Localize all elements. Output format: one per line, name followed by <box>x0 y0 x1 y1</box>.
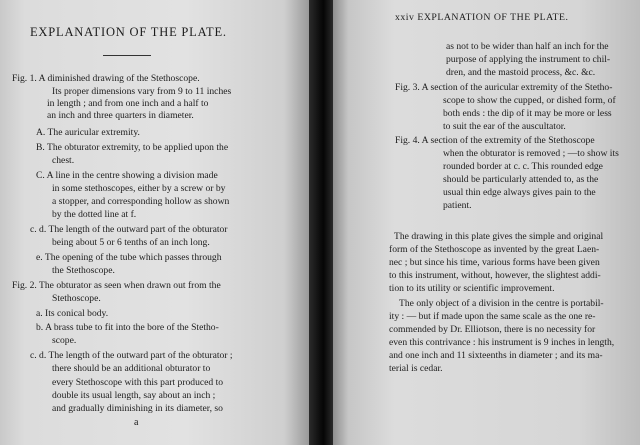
running-header: xxiv EXPLANATION OF THE PLATE. <box>395 12 569 23</box>
text-line: in length ; and from one inch and a half to <box>47 98 209 109</box>
text-line: Fig. 4. A section of the extremity of the Stethoscope <box>395 135 595 146</box>
text-line: and one inch and 11 sixteenths in diameter ; and its ma- <box>389 350 603 361</box>
text-line: The only object of a division in the centre is portabil- <box>399 298 604 309</box>
text-line: purpose of applying the instrument to chil- <box>446 54 611 65</box>
text-line: The drawing in this plate gives the simple and original <box>394 231 604 242</box>
page-title: EXPLANATION OF THE PLATE. <box>30 25 227 39</box>
text-line: B. The obturator extremity, to be applied upon the <box>36 142 229 153</box>
text-line: terial is cedar. <box>389 363 443 374</box>
text-line: by the dotted line at f. <box>52 209 137 220</box>
text-line: double its usual length, say about an inch ; <box>52 390 216 401</box>
text-line: scope to show the cupped, or dished form, of <box>443 95 616 106</box>
text-line: every Stethoscope with this part produced to <box>52 377 224 388</box>
text-line: c. d. The length of the outward part of the obturator ; <box>30 350 233 361</box>
text-line: to suit the ear of the auscultator. <box>443 121 566 132</box>
text-line: there should be an additional obturator to <box>52 363 211 374</box>
text-line: Fig. 2. The obturator as seen when drawn out from the <box>12 280 221 291</box>
text-line: Stethoscope. <box>52 293 101 304</box>
text-line: e. The opening of the tube which passes through <box>36 252 222 263</box>
text-line: nec ; but since his time, various forms have been given <box>389 257 600 268</box>
text-line: even this contrivance : his instrument is 9 inches in length, <box>389 337 615 348</box>
text-line: Fig. 1. A diminished drawing of the Stethoscope. <box>12 73 200 84</box>
text-line: patient. <box>443 200 472 211</box>
signature-mark: a <box>134 417 139 428</box>
text-line: commended by Dr. Elliotson, there is no necessity for <box>389 324 596 335</box>
text-line: in some stethoscopes, either by a screw or by <box>52 183 226 194</box>
text-line: when the obturator is removed ; —to show its <box>443 148 619 159</box>
title-rule <box>103 55 151 56</box>
text-line: ity : — but if made upon the same scale as the one re- <box>389 311 596 322</box>
text-line: Its proper dimensions vary from 9 to 11 inches <box>52 86 232 97</box>
text-line: and gradually diminishing in its diameter, so <box>52 403 223 414</box>
text-line: form of the Stethoscope as invented by the great Laen- <box>389 244 600 255</box>
text-line: rounded border at c. c. This rounded edge <box>443 161 603 172</box>
text-line: usual thin edge always gives pain to the <box>443 187 596 198</box>
text-line: both ends : the dip of it may be more or less <box>443 108 612 119</box>
text-line: Fig. 3. A section of the auricular extremity of the Stetho- <box>395 82 613 93</box>
right-page <box>333 0 640 445</box>
text-line: to this instrument, without, however, the slightest addi- <box>389 270 601 281</box>
text-line: tion to its utility or scientific improvement. <box>389 283 555 294</box>
text-line: b. A brass tube to fit into the bore of the Stetho- <box>36 322 219 333</box>
left-page <box>0 0 309 445</box>
text-line: c. d. The length of the outward part of the obturator <box>30 224 228 235</box>
text-line: an inch and three quarters in diameter. <box>47 110 194 121</box>
text-line: dren, and the mastoid process, &c. &c. <box>446 67 596 78</box>
text-line: A. The auricular extremity. <box>36 127 140 138</box>
text-line: chest. <box>52 155 75 166</box>
text-line: a. Its conical body. <box>36 308 109 319</box>
text-line: a stopper, and corresponding hollow as shown <box>52 196 230 207</box>
text-line: should be particularly attended to, as the <box>443 174 599 185</box>
text-line: being about 5 or 6 tenths of an inch long. <box>52 237 210 248</box>
text-line: as not to be wider than half an inch for the <box>446 41 609 52</box>
text-line: C. A line in the centre showing a division made <box>36 170 218 181</box>
text-line: scope. <box>52 335 77 346</box>
text-line: the Stethoscope. <box>52 265 115 276</box>
book-gutter <box>309 0 333 445</box>
